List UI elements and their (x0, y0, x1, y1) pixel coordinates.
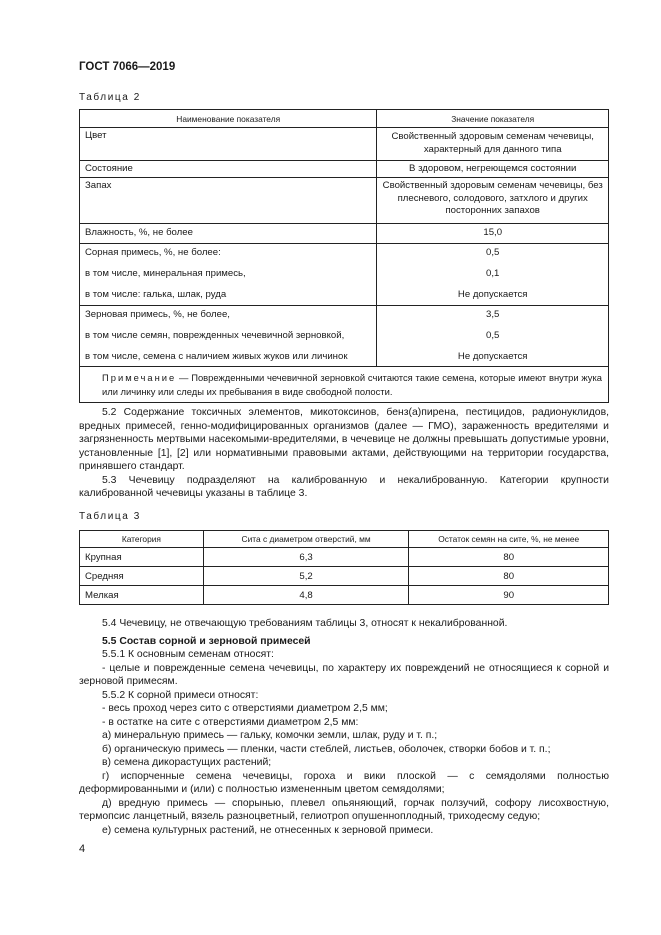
category-cell: Крупная (80, 548, 204, 567)
note-label: Примечание (102, 372, 177, 383)
row-name: Цвет (80, 128, 377, 161)
list-item: а) минеральную примесь — гальку, комочки земли, шлак, руду и т. п.; (102, 730, 438, 741)
row-value: 0,1 (377, 264, 609, 285)
table-2 (79, 109, 609, 403)
row-value: Свойственный здоровым семенам чечевицы, без плесневого, солодового, затхлого и других посторонних запахов (377, 178, 609, 224)
list-item: е) семена культурных растений, не отнесенных к зерновой примеси. (102, 824, 434, 836)
list-item: в) семена дикорастущих растений; (102, 757, 272, 768)
section-5-2 (79, 406, 609, 501)
row-value: Не допускается (377, 285, 609, 306)
sieve-cell: 6,3 (203, 548, 409, 567)
table-row (80, 128, 609, 161)
table-row (80, 567, 609, 586)
list-item: б) органическую примесь — пленки, части стеблей, листьев, оболочек, створки бобов и т. п.; (102, 743, 551, 755)
table2-header-value: Значение показателя (377, 110, 609, 128)
table-row (80, 586, 609, 605)
row-name: в том числе: галька, шлак, руда (80, 285, 377, 306)
table-row (80, 285, 609, 306)
category-cell: Средняя (80, 567, 204, 586)
row-value: Не допускается (377, 347, 609, 367)
table-row (80, 161, 609, 178)
row-value: 0,5 (377, 326, 609, 347)
page-number: 4 (79, 843, 86, 855)
table-3 (79, 530, 609, 605)
section-5-4-5-5 (79, 617, 609, 837)
document-header: ГОСТ 7066—2019 (79, 61, 176, 73)
row-value: Свойственный здоровым семенам чечевицы, характерный для данного типа (377, 128, 609, 161)
row-name: Влажность, %, не более (80, 224, 377, 244)
row-name: в том числе, минеральная примесь, (80, 264, 377, 285)
paragraph-5-5-2: 5.5.2 К сорной примеси относят: (102, 689, 259, 701)
table3-header-category: Категория (80, 531, 204, 548)
row-name: Сорная примесь, %, не более: (80, 244, 377, 264)
row-value: 15,0 (377, 224, 609, 244)
table-row (80, 224, 609, 244)
row-value: 0,5 (377, 244, 609, 264)
list-item: г) испорченные семена чечевицы, гороха и вики плоской — с семядолями полностью деформированными и (или) с полностью измененным цветом семядолями; (79, 770, 609, 795)
row-name: в том числе, семена с наличием живых жуков или личинок (80, 347, 377, 367)
table2-header-name: Наименование показателя (80, 110, 377, 128)
list-item: - в остатке на сите с отверстиями диаметром 2,5 мм: (102, 716, 359, 728)
list-item: - весь проход через сито с отверстиями диаметром 2,5 мм; (102, 703, 388, 714)
list-item: д) вредную примесь — спорынью, плевел опьяняющий, горчак ползучий, софору лисохвостную, термопсис ланцетный, вязель разноцветный, гелиотроп опушенноплодный, триходесму седую; (79, 797, 609, 822)
table2-caption: Таблица 2 (79, 92, 141, 103)
heading-5-5: 5.5 Состав сорной и зерновой примесей (102, 635, 311, 647)
table-row (80, 306, 609, 326)
category-cell: Мелкая (80, 586, 204, 605)
paragraph-5-3: 5.3 Чечевицу подразделяют на калиброванную и некалиброванную. Категории крупности калиброванной чечевицы указаны в таблице 3. (79, 474, 609, 499)
paragraph-5-4: 5.4 Чечевицу, не отвечающую требованиям таблицы 3, относят к некалиброванной. (102, 618, 508, 629)
table-row (80, 264, 609, 285)
table-row (80, 326, 609, 347)
row-name: Зерновая примесь, %, не более, (80, 306, 377, 326)
row-value: В здоровом, негреющемся состоянии (377, 161, 609, 178)
sieve-cell: 5,2 (203, 567, 409, 586)
table3-header-rest: Остаток семян на сите, %, не менее (409, 531, 609, 548)
sieve-cell: 4,8 (203, 586, 409, 605)
paragraph-5-5-1: 5.5.1 К основным семенам относят: (102, 649, 274, 660)
rest-cell: 80 (409, 567, 609, 586)
table-note (80, 367, 609, 403)
table-row (80, 548, 609, 567)
row-name: Запах (80, 178, 377, 224)
table-row (80, 178, 609, 224)
rest-cell: 80 (409, 548, 609, 567)
table3-caption: Таблица 3 (79, 511, 141, 522)
table-row (80, 347, 609, 367)
row-name: Состояние (80, 161, 377, 178)
table-note-row (80, 367, 609, 403)
row-value: 3,5 (377, 306, 609, 326)
note-text: — Поврежденными чечевичной зерновкой считаются такие семена, которые имеют внутри жука или личинку или следы их пребывания в виде свободной полости. (102, 372, 602, 397)
paragraph-5-2: 5.2 Содержание токсичных элементов, микотоксинов, бенз(а)пирена, пестицидов, радионуклидов, вредных примесей, генно-модифицированных организмов (далее — ГМО), зараженность вредителями и загрязненность мертвыми насекомыми-вредителями, в чечевице не должны превышать допустимые уровни, установленные [1], [2] или нормативными правовыми актами, действующими на территории государства, принявшего стандарт. (79, 407, 609, 472)
paragraph-5-5-1-item: - целые и поврежденные семена чечевицы, по характеру их повреждений не относящиеся к сорной и зерновой примесям. (79, 662, 609, 687)
rest-cell: 90 (409, 586, 609, 605)
row-name: в том числе семян, поврежденных чечевичной зерновкой, (80, 326, 377, 347)
table3-header-sieve: Сита с диаметром отверстий, мм (203, 531, 409, 548)
table-row (80, 244, 609, 264)
